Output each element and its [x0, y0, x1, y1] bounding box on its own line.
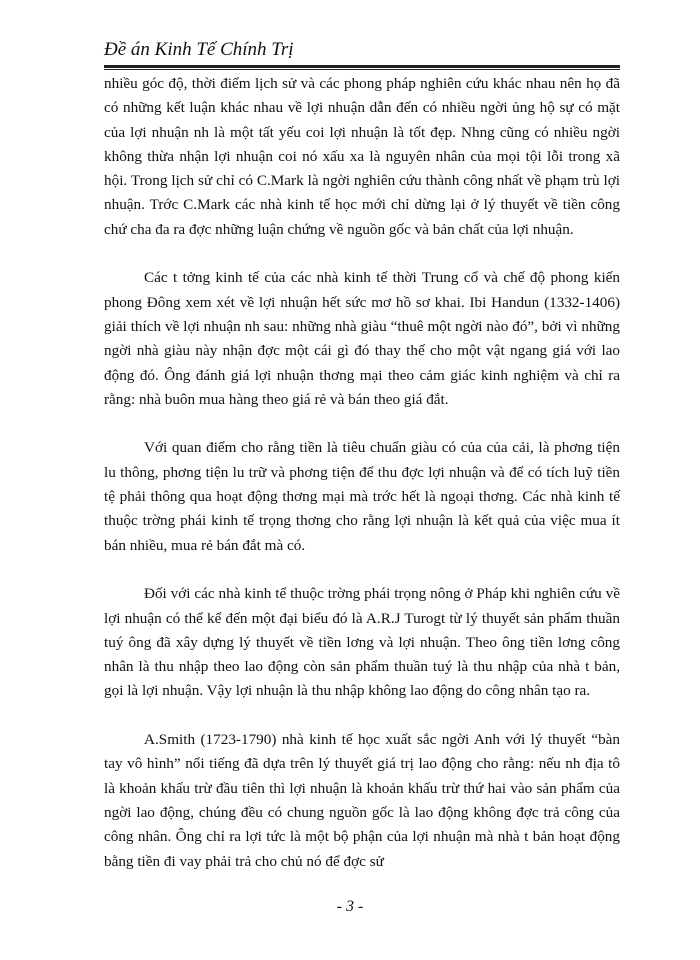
- header-double-rule: [104, 65, 620, 70]
- header-title: Đề án Kinh Tế Chính Trị: [104, 39, 294, 60]
- page-number: - 3 -: [336, 898, 364, 915]
- paragraph-physiocrats: Đối với các nhà kinh tế thuộc trờng phái trọng nông ở Pháp khi nghiên cứu về lợi nhuận có thể kể đến một đại biểu đó là A.R.J Turogt từ lý thuyết sản phẩm thuần tuý ông đã xây dựng lý thuyết về tiền lơng và lợi nhuận. Theo ông tiền lơng công nhân là thu nhập theo lao động còn sản phẩm thuần tuý là thu nhập của nhà t bản, gọi là lợi nhuận. Vậy lợi nhuận là thu nhập không lao động do công nhân tạo ra.: [104, 585, 620, 700]
- paragraph-medieval-economists: Các t tởng kinh tế của các nhà kinh tế thời Trung cổ và chế độ phong kiến phong Đông xem xét về lợi nhuận hết sức mơ hồ sơ khai. Ibi Handun (1332-1406) giải thích về lợi nhuận nh sau: những nhà giàu “thuê một ngời nào đó”, bởi vì những ngời nhà giàu này nhận đợc một cái gì đó thay thế cho một vật ngang giá với lao động đó. Ông đánh giá lợi nhuận thơng mại theo cảm giác kinh nghiệm và chỉ ra rằng: nhà buôn mua hàng theo giá rẻ và bán theo giá đắt.: [104, 269, 620, 408]
- page-header: [104, 37, 620, 63]
- body-text: [104, 72, 620, 898]
- paragraph-adam-smith: A.Smith (1723-1790) nhà kinh tế học xuất sắc ngời Anh với lý thuyết “bàn tay vô hình” nổi tiếng đã dựa trên lý thuyết giá trị lao động cho rằng: nếu nh địa tô là khoản khấu trừ đầu tiên thì lợi nhuận là khoản khấu trừ thứ hai vào sản phẩm của ngời lao động, chúng đều có chung nguồn gốc là lao động không đợc trả công của công nhân. Ông chỉ ra lợi tức là một bộ phận của lợi nhuận mà nhà t bản hoạt động bằng tiền đi vay phải trả cho chủ nó để đợc sử: [104, 731, 620, 870]
- page-footer: [0, 898, 700, 916]
- paragraph-continuation: nhiều góc độ, thời điểm lịch sử và các phong pháp nghiên cứu khác nhau nên họ đã có những kết luận khác nhau về lợi nhuận dẫn đến có nhiều ngời ủng hộ sự có mặt của lợi nhuận nh là một tất yếu coi lợi nhuận là tốt đẹp. Nhng cũng có nhiều ngời không thừa nhận lợi nhuận coi nó xấu xa là nguyên nhân của mọi tội lỗi trong xã hội. Trong lịch sử chỉ có C.Mark là ngời nghiên cứu thành công nhất về phạm trù lợi nhuận. Trớc C.Mark các nhà kinh tế học mới chỉ dừng lại ở lý thuyết về tiền công chứ cha đa ra đợc những luận chứng về nguồn gốc và bản chất của lợi nhuận.: [104, 75, 620, 238]
- paragraph-mercantilists: Với quan điểm cho rằng tiền là tiêu chuẩn giàu có của của cải, là phơng tiện lu thông, phơng tiện lu trữ và phơng tiện để thu đợc lợi nhuận và để có tích luỹ tiền tệ phải thông qua hoạt động thơng mại mà trớc hết là ngoại thơng. Các nhà kinh tế thuộc trờng phái kinh tế trọng thơng cho rằng lợi nhuận là kết quả của việc mua ít bán nhiều, mua rẻ bán đắt mà có.: [104, 439, 620, 554]
